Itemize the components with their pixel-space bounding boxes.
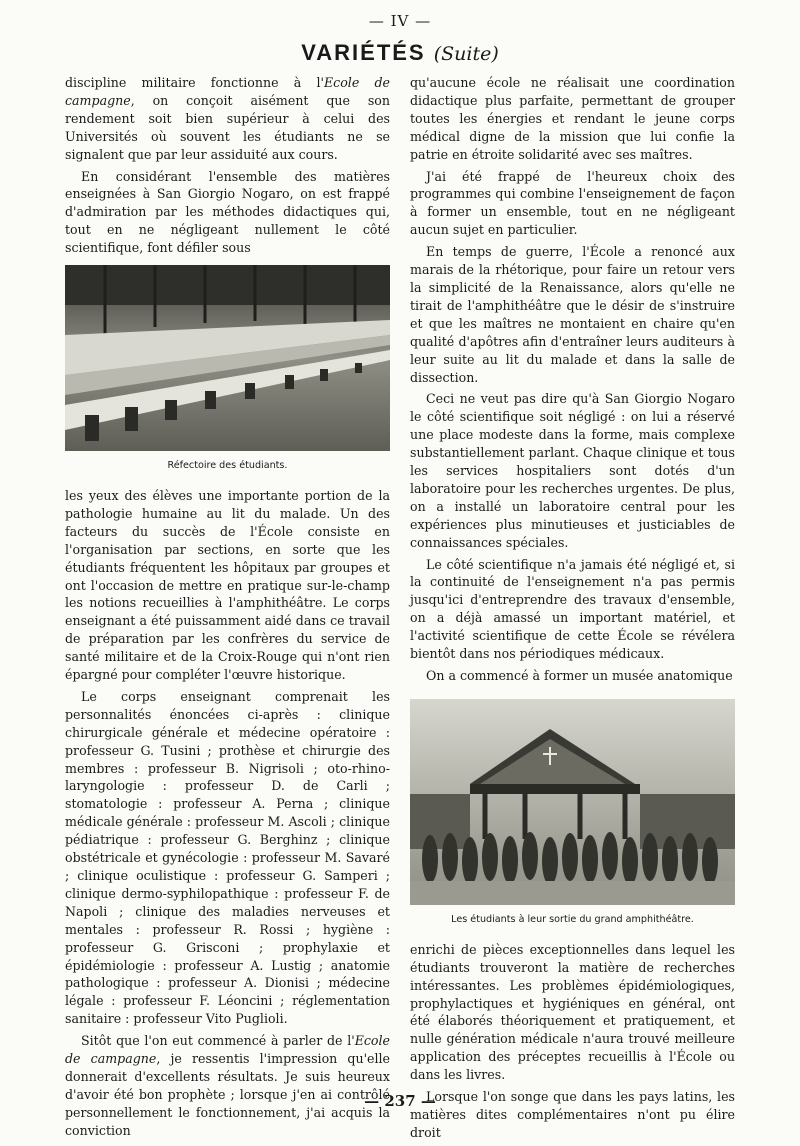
paragraph: En considérant l'ensemble des matières enseignées à San Giorgio Nogaro, on est frappé d'admiration par les méthodes didactiques qui, tout en ne négligeant nullement le côté scientifique, font défiler sous [65,168,390,256]
amphitheatre-caption: Les étudiants à leur sortie du grand amphithéâtre. [451,913,694,925]
paragraph: J'ai été frappé de l'heureux choix des programmes qui combine l'enseignement de façon à former un ensemble, tout en ne négligeant aucun sujet en particulier. [410,168,735,238]
refectory-photo-drawing [65,265,390,451]
paragraph: Ceci ne veut pas dire qu'à San Giorgio Nogaro le côté scientifique soit négligé : on lui a réservé une place modeste dans la forme, mais complexe substantiellement parlant. Chaque clinique et tous les services hospitaliers sont dotés d'un laboratoire pour les recherches urgentes. De plus, on a installé un laboratoire central pour les expériences plus minutieuses et justiciables de connaissances spéciales. [410,391,735,550]
paragraph: discipline militaire fonctionne à l'Ecole de campagne, on conçoit aisément que son rendement soit bien supérieur à celui des Universités où souvent les étudiants ne se signalent que par leur assiduité aux cours. [65,75,390,162]
bottom-page-number: — 237 — [364,1092,436,1110]
left-column [65,74,390,1138]
refectory-caption: Réfectoire des étudiants. [167,460,288,472]
paragraph: On a commencé à former un musée anatomique [426,668,733,683]
refectory-photo [65,265,390,451]
right-column [410,74,735,1140]
paragraph: Le côté scientifique n'a jamais été négligé et, si la continuité de l'enseignement n'a pas permis jusqu'ici d'entreprendre des travaux d'ensemble, on a déjà amassé un important matériel, et l'activité scientifique de cette École se révélera bientôt dans nos périodiques médicaux. [410,556,735,662]
paragraph: qu'aucune école ne réalisait une coordination didactique plus parfaite, permettant de grouper toutes les énergies et rendant le jeune corps médical digne de la mission que lui confie la patrie en étroite solidarité avec ses maîtres. [410,75,735,162]
paragraph: Sitôt que l'on eut commencé à parler de l'Ecole de campagne, je ressentis l'impression qu'elle donnerait d'excellents résultats. Je suis heureux d'avoir été bon prophète ; lorsque j'en ai contrôlé personnellement le fonctionnement, j'ai acquis la conviction [65,1033,390,1138]
section-title [0,40,800,66]
top-page-number: — IV — [368,12,432,30]
section-title-suite: (Suite) [433,43,499,65]
amphitheatre-photo [410,699,735,905]
paragraph: Le corps enseignant comprenait les personnalités énoncées ci-après : clinique chirurgicale générale et médecine opératoire : professeur G. Tusini ; prothèse et chirurgie des membres : professeur B. Nigrisoli ; oto-rhino-laryngologie : professeur D. de Carli ; stomatologie : professeur A. Perna ; clinique médicale générale : professeur M. Ascoli ; clinique pédiatrique : professeur G. Berghinz ; clinique obstétricale et gynécologie : professeur M. Savaré ; clinique oculistique : professeur G. Samperi ; clinique dermo-syphilopathique : professeur F. de Napoli ; clinique des maladies nerveuses et mentales : professeur R. Rossi ; hygiène : professeur G. Grisconi ; prophylaxie et épidémiologie : professeur A. Lustig ; anatomie pathologique : professeur A. Dionisi ; médecine légale : professeur F. Léoncini ; réglementation sanitaire : professeur Vito Puglioli. [65,688,390,1027]
paragraph: les yeux des élèves une importante portion de la pathologie humaine au lit du malade. Un des facteurs du succès de l'École consiste en l'organisation par sections, en sorte que les étudiants fréquentent les hôpitaux par groupes et ont l'occasion de mettre en pratique sur-le-champ les notions recueillies à l'amphithéâtre. Le corps enseignant a été puissamment aidé dans ce travail de préparation par les confrères du service de santé militaire et de la Croix-Rouge qui n'ont rien épargné pour compléter l'œuvre historique. [65,487,390,683]
section-title-text: VARIÉTÉS [301,40,426,65]
paragraph: En temps de guerre, l'École a renoncé aux marais de la rhétorique, pour faire un retour vers la simplicité de la Renaissance, alors qu'elle ne tirait de l'amphithéâtre que le désir de s'instruire et que les maîtres ne montaient en chaire qu'en qualité d'apôtres afin d'entraîner leurs auditeurs à leur suite au lit du malade et dans la salle de dissection. [410,244,735,385]
paragraph: enrichi de pièces exceptionnelles dans lequel les étudiants trouveront la matière de recherches intéressantes. Les problèmes épidémiologiques, prophylactiques et hygiéniques en général, ont été élaborés théoriquement et pratiquement, et nulle génération médicale n'aura trouvé meilleure application des préceptes recueillis à l'École ou dans les livres. [410,941,735,1083]
paragraph: Lorsque l'on songe que dans les pays latins, les matières dites complémentaires n'ont pu élire droit [410,1089,735,1140]
amphitheatre-photo-drawing [410,699,735,905]
